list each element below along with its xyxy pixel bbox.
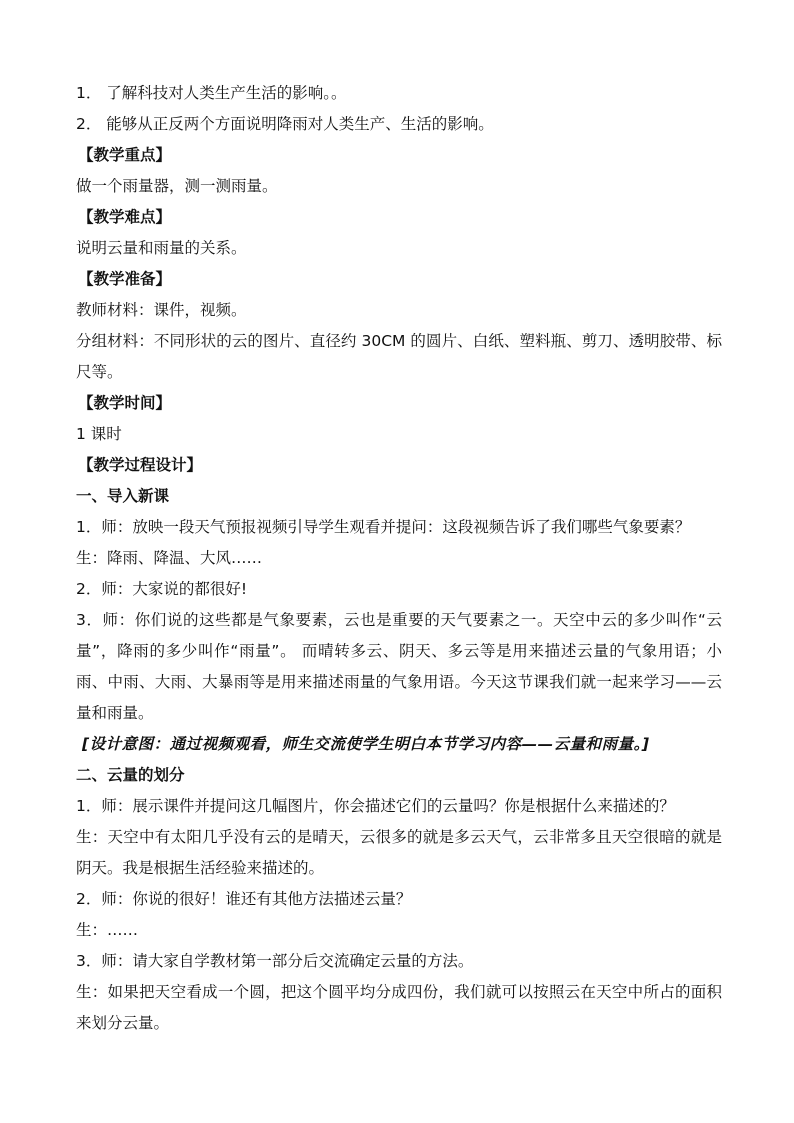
- section-2-title: 二、云量的划分: [76, 766, 185, 784]
- section-2-paragraph-1: 1．师：展示课件并提问这几幅图片，你会描述它们的云量吗？你是根据什么来描述的？: [76, 797, 675, 815]
- document-page: [76, 78, 722, 1039]
- section-2-paragraph-4: 生：……: [76, 921, 139, 939]
- objective-1: 1． 了解科技对人类生产生活的影响。。: [76, 84, 347, 102]
- section-1-paragraph-1: 1．师：放映一段天气预报视频引导学生观看并提问：这段视频告诉了我们哪些气象要素？: [76, 518, 691, 536]
- group-materials: 分组材料：不同形状的云的图片、直径约 30CM 的圆片、白纸、塑料瓶、剪刀、透明胶带、标尺等。: [76, 332, 722, 381]
- time-text: 1 课时: [76, 425, 122, 443]
- teacher-materials: 教师材料：课件，视频。: [76, 301, 247, 319]
- key-points-text: 做一个雨量器，测一测雨量。: [76, 177, 278, 195]
- section-2-paragraph-6: 生：如果把天空看成一个圆，把这个圆平均分成四份，我们就可以按照云在天空中所占的面积来划分云量。: [76, 983, 722, 1032]
- preparation-heading: 【教学准备】: [78, 270, 172, 288]
- process-heading: 【教学过程设计】: [78, 456, 203, 474]
- objective-2: 2． 能够从正反两个方面说明降雨对人类生产、生活的影响。: [76, 115, 494, 133]
- section-1-paragraph-4: 3．师：你们说的这些都是气象要素，云也是重要的天气要素之一。天空中云的多少叫作“云量”，降雨的多少叫作“雨量”。 而晴转多云、阴天、多云等是用来描述云量的气象用语；小雨、中雨、大雨、大暴雨等是用来描述雨量的气象用语。今天这节课我们就一起来学习——云量和雨量。: [76, 611, 722, 722]
- section-1-title: 一、导入新课: [76, 487, 170, 505]
- difficulties-heading: 【教学难点】: [78, 208, 172, 226]
- section-2-paragraph-5: 3．师：请大家自学教材第一部分后交流确定云量的方法。: [76, 952, 474, 970]
- section-1-paragraph-3: 2．师：大家说的都很好!: [76, 580, 248, 598]
- section-1-paragraph-2: 生：降雨、降温、大风……: [76, 549, 263, 567]
- design-intent: [设计意图：通过视频观看，师生交流使学生明白本节学习内容——云量和雨量。]: [82, 735, 650, 753]
- key-points-heading: 【教学重点】: [78, 146, 172, 164]
- section-2-paragraph-3: 2．师：你说的很好！谁还有其他方法描述云量？: [76, 890, 412, 908]
- time-heading: 【教学时间】: [78, 394, 172, 412]
- section-2-paragraph-2: 生：天空中有太阳几乎没有云的是晴天，云很多的就是多云天气，云非常多且天空很暗的就是阴天。我是根据生活经验来描述的。: [76, 828, 722, 877]
- difficulties-text: 说明云量和雨量的关系。: [76, 239, 247, 257]
